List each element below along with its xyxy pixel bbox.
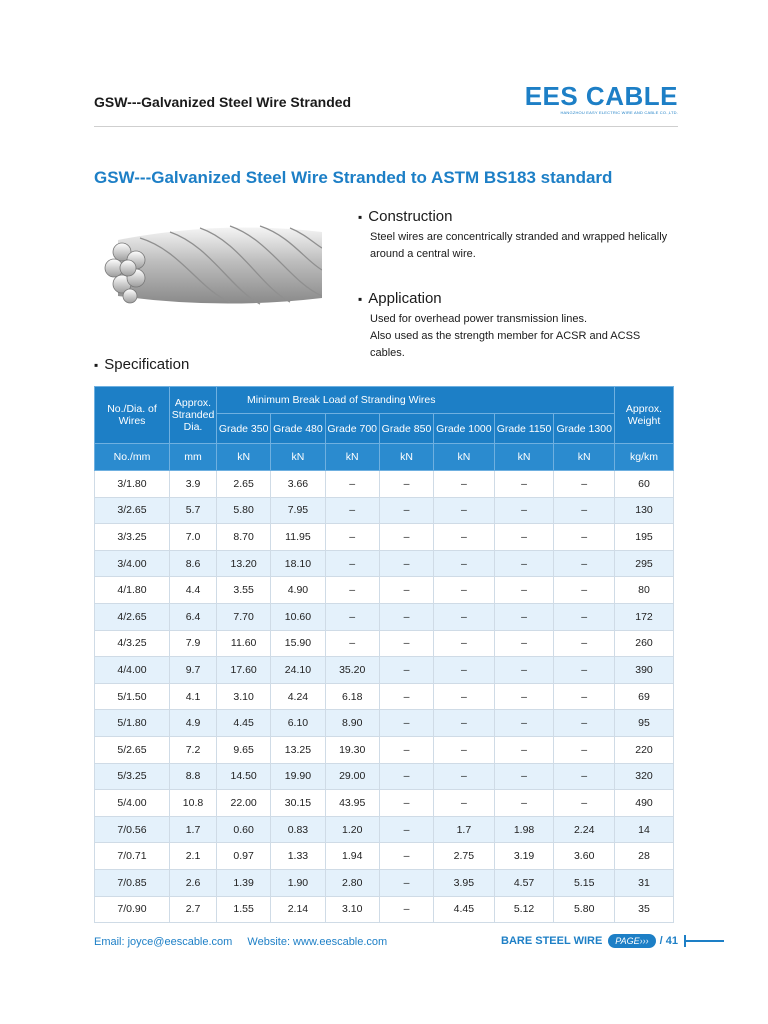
table-cell: 80 (615, 577, 674, 604)
table-cell: 0.83 (271, 816, 325, 843)
table-cell: 5.15 (554, 869, 615, 896)
table-cell: 15.90 (271, 630, 325, 657)
table-cell: 3.66 (271, 471, 325, 498)
table-cell: 11.60 (217, 630, 271, 657)
footer-line-decoration (684, 940, 724, 942)
table-row (95, 577, 674, 604)
table-cell: 3/1.80 (95, 471, 170, 498)
table-cell: 10.8 (170, 790, 217, 817)
table-cell: 4/2.65 (95, 603, 170, 630)
col-weight-header: Approx. Weight (615, 387, 674, 444)
table-cell: – (379, 816, 433, 843)
table-cell: – (494, 763, 554, 790)
table-cell: – (494, 790, 554, 817)
table-cell: – (554, 657, 615, 684)
table-row (95, 790, 674, 817)
unit-header: kN (271, 444, 325, 471)
table-cell: 3/4.00 (95, 550, 170, 577)
table-cell: – (379, 763, 433, 790)
footer-contact (94, 936, 387, 948)
table-cell: 2.80 (325, 869, 379, 896)
table-cell: – (379, 657, 433, 684)
table-cell: 3.55 (217, 577, 271, 604)
table-row (95, 524, 674, 551)
unit-header: kN (217, 444, 271, 471)
table-row (95, 816, 674, 843)
table-cell: 5.80 (554, 896, 615, 923)
table-cell: – (494, 497, 554, 524)
table-cell: 30.15 (271, 790, 325, 817)
table-cell: 3.10 (325, 896, 379, 923)
table-cell: 13.20 (217, 550, 271, 577)
table-cell: 28 (615, 843, 674, 870)
table-cell: 5.7 (170, 497, 217, 524)
table-cell: 2.6 (170, 869, 217, 896)
table-cell: 14 (615, 816, 674, 843)
table-cell: 6.18 (325, 683, 379, 710)
table-cell: – (554, 471, 615, 498)
table-cell: 4/4.00 (95, 657, 170, 684)
page-header (94, 81, 678, 127)
table-cell: – (554, 497, 615, 524)
table-cell: – (325, 603, 379, 630)
grade-header: Grade 1150 (494, 414, 554, 444)
footer-email: Email: joyce@eescable.com (94, 936, 233, 948)
page-footer (94, 934, 724, 954)
table-cell: 320 (615, 763, 674, 790)
table-cell: 4.45 (217, 710, 271, 737)
table-row (95, 550, 674, 577)
table-cell: – (434, 603, 495, 630)
table-cell: 2.14 (271, 896, 325, 923)
unit-header: mm (170, 444, 217, 471)
table-cell: 295 (615, 550, 674, 577)
table-row (95, 657, 674, 684)
table-cell: 9.65 (217, 736, 271, 763)
table-cell: 6.4 (170, 603, 217, 630)
table-cell: 490 (615, 790, 674, 817)
table-cell: – (494, 471, 554, 498)
application-heading: ▪ Application (358, 290, 678, 307)
table-cell: 8.70 (217, 524, 271, 551)
table-cell: 1.98 (494, 816, 554, 843)
table-cell: – (494, 630, 554, 657)
unit-header: kN (434, 444, 495, 471)
spec-table (94, 386, 674, 923)
table-cell: 7.70 (217, 603, 271, 630)
table-cell: 9.7 (170, 657, 217, 684)
table-cell: 4.57 (494, 869, 554, 896)
table-cell: 2.24 (554, 816, 615, 843)
table-row (95, 869, 674, 896)
page-badge: PAGE››› (608, 934, 655, 948)
table-cell: – (494, 524, 554, 551)
table-cell: – (325, 577, 379, 604)
table-cell: – (434, 763, 495, 790)
table-cell: 3.10 (217, 683, 271, 710)
table-cell: – (379, 736, 433, 763)
footer-page-marker (501, 934, 724, 948)
table-row (95, 843, 674, 870)
application-line-1: Used for overhead power transmission lines. (370, 313, 588, 325)
table-cell: 1.39 (217, 869, 271, 896)
table-cell: – (434, 683, 495, 710)
grade-header: Grade 700 (325, 414, 379, 444)
table-cell: – (554, 736, 615, 763)
unit-header: kN (554, 444, 615, 471)
table-cell: 8.8 (170, 763, 217, 790)
table-cell: – (379, 843, 433, 870)
table-cell: – (325, 524, 379, 551)
table-cell: 390 (615, 657, 674, 684)
table-cell: 3/2.65 (95, 497, 170, 524)
table-cell: – (379, 471, 433, 498)
col-break-header: Minimum Break Load of Stranding Wires (217, 387, 615, 414)
col-wires-header: No./Dia. of Wires (95, 387, 170, 444)
table-cell: 60 (615, 471, 674, 498)
table-cell: – (554, 763, 615, 790)
table-cell: 3.9 (170, 471, 217, 498)
table-cell: 14.50 (217, 763, 271, 790)
table-cell: 6.10 (271, 710, 325, 737)
table-cell: 13.25 (271, 736, 325, 763)
table-cell: – (434, 497, 495, 524)
table-cell: – (379, 630, 433, 657)
unit-header: kg/km (615, 444, 674, 471)
table-cell: 3/3.25 (95, 524, 170, 551)
header-title: GSW---Galvanized Steel Wire Stranded (94, 94, 352, 110)
table-cell: 10.60 (271, 603, 325, 630)
footer-section-label: BARE STEEL WIRE (501, 935, 603, 947)
table-cell: – (554, 683, 615, 710)
table-cell: 4.4 (170, 577, 217, 604)
table-cell: – (379, 524, 433, 551)
table-cell: 22.00 (217, 790, 271, 817)
table-cell: 7/0.85 (95, 869, 170, 896)
table-cell: – (379, 790, 433, 817)
specification-heading: ▪ Specification (94, 356, 189, 373)
grade-header: Grade 1300 (554, 414, 615, 444)
construction-heading: ▪ Construction (358, 208, 678, 225)
table-cell: 5/4.00 (95, 790, 170, 817)
stranded-cable-image (100, 210, 322, 320)
table-cell: – (379, 869, 433, 896)
table-cell: 4/1.80 (95, 577, 170, 604)
table-cell: – (379, 577, 433, 604)
table-cell: – (434, 524, 495, 551)
table-cell: 7.2 (170, 736, 217, 763)
table-cell: – (494, 710, 554, 737)
table-row (95, 736, 674, 763)
table-cell: – (494, 736, 554, 763)
grade-header: Grade 350 (217, 414, 271, 444)
table-cell: – (434, 577, 495, 604)
table-cell: – (379, 896, 433, 923)
table-cell: 35 (615, 896, 674, 923)
company-logo (525, 82, 678, 116)
table-cell: 2.75 (434, 843, 495, 870)
unit-header: kN (494, 444, 554, 471)
table-cell: – (494, 550, 554, 577)
table-cell: 172 (615, 603, 674, 630)
table-cell: 19.90 (271, 763, 325, 790)
table-cell: 4.45 (434, 896, 495, 923)
construction-text: Steel wires are concentrically stranded and wrapped helically around a central wire. (370, 231, 668, 260)
table-cell: 4.9 (170, 710, 217, 737)
table-cell: – (379, 710, 433, 737)
table-cell: 1.94 (325, 843, 379, 870)
table-cell: – (554, 524, 615, 551)
grade-header: Grade 480 (271, 414, 325, 444)
unit-header: kN (379, 444, 433, 471)
main-title: GSW---Galvanized Steel Wire Stranded to ASTM BS183 standard (94, 168, 613, 187)
application-section (358, 290, 678, 362)
table-cell: 220 (615, 736, 674, 763)
table-cell: – (379, 497, 433, 524)
table-cell: 7.9 (170, 630, 217, 657)
table-cell: – (554, 603, 615, 630)
table-cell: 3.19 (494, 843, 554, 870)
logo-subtext: HANGZHOU EASY ELECTRIC WIRE AND CABLE CO.,LTD. (560, 110, 678, 115)
table-cell: 31 (615, 869, 674, 896)
table-cell: – (554, 577, 615, 604)
table-cell: – (379, 550, 433, 577)
table-cell: 3.60 (554, 843, 615, 870)
table-cell: – (434, 630, 495, 657)
table-cell: 1.33 (271, 843, 325, 870)
table-cell: 2.65 (217, 471, 271, 498)
table-row (95, 603, 674, 630)
table-cell: – (554, 790, 615, 817)
table-cell: 1.7 (434, 816, 495, 843)
table-cell: – (379, 603, 433, 630)
table-cell: 260 (615, 630, 674, 657)
table-cell: – (554, 710, 615, 737)
footer-website: Website: www.eescable.com (247, 936, 388, 948)
table-cell: – (434, 790, 495, 817)
table-cell: 7/0.90 (95, 896, 170, 923)
table-cell: 17.60 (217, 657, 271, 684)
table-row (95, 710, 674, 737)
table-cell: – (325, 471, 379, 498)
application-line-2: Also used as the strength member for ACSR and ACSS cables. (370, 330, 641, 359)
table-cell: 5/1.50 (95, 683, 170, 710)
table-cell: 0.97 (217, 843, 271, 870)
table-row (95, 683, 674, 710)
table-cell: – (434, 550, 495, 577)
logo-text: EES CABLE (524, 81, 678, 111)
table-cell: 8.90 (325, 710, 379, 737)
table-cell: 35.20 (325, 657, 379, 684)
table-cell: – (434, 657, 495, 684)
table-cell: – (494, 657, 554, 684)
table-cell: – (554, 550, 615, 577)
table-cell: – (434, 710, 495, 737)
table-cell: 18.10 (271, 550, 325, 577)
table-cell: 5.80 (217, 497, 271, 524)
table-cell: 5/1.80 (95, 710, 170, 737)
table-cell: 2.7 (170, 896, 217, 923)
table-cell: 4/3.25 (95, 630, 170, 657)
page-number: / 41 (659, 935, 678, 947)
table-cell: 4.90 (271, 577, 325, 604)
table-row (95, 497, 674, 524)
grade-header: Grade 1000 (434, 414, 495, 444)
table-cell: – (494, 683, 554, 710)
table-cell: 2.1 (170, 843, 217, 870)
table-cell: 7/0.56 (95, 816, 170, 843)
table-cell: – (379, 683, 433, 710)
table-cell: – (434, 736, 495, 763)
table-cell: – (434, 471, 495, 498)
table-cell: 5/2.65 (95, 736, 170, 763)
table-cell: 4.24 (271, 683, 325, 710)
table-cell: 195 (615, 524, 674, 551)
table-cell: 1.90 (271, 869, 325, 896)
table-cell: 1.20 (325, 816, 379, 843)
table-cell: 1.55 (217, 896, 271, 923)
table-cell: 5.12 (494, 896, 554, 923)
table-row (95, 630, 674, 657)
table-cell: 29.00 (325, 763, 379, 790)
table-row (95, 896, 674, 923)
table-cell: – (494, 603, 554, 630)
table-cell: 4.1 (170, 683, 217, 710)
table-cell: 95 (615, 710, 674, 737)
table-cell: 11.95 (271, 524, 325, 551)
table-cell: 7/0.71 (95, 843, 170, 870)
table-row (95, 763, 674, 790)
table-cell: – (325, 550, 379, 577)
table-cell: – (494, 577, 554, 604)
table-cell: 7.0 (170, 524, 217, 551)
table-row (95, 471, 674, 498)
table-cell: 19.30 (325, 736, 379, 763)
table-cell: 130 (615, 497, 674, 524)
table-cell: 7.95 (271, 497, 325, 524)
table-cell: 5/3.25 (95, 763, 170, 790)
table-cell: – (325, 630, 379, 657)
table-cell: 8.6 (170, 550, 217, 577)
table-cell: 69 (615, 683, 674, 710)
grade-header: Grade 850 (379, 414, 433, 444)
table-cell: 43.95 (325, 790, 379, 817)
table-cell: – (325, 497, 379, 524)
construction-section (358, 208, 678, 263)
table-cell: 24.10 (271, 657, 325, 684)
table-cell: 1.7 (170, 816, 217, 843)
table-cell: 3.95 (434, 869, 495, 896)
table-cell: 0.60 (217, 816, 271, 843)
table-cell: – (554, 630, 615, 657)
unit-header: No./mm (95, 444, 170, 471)
unit-header: kN (325, 444, 379, 471)
col-dia-header: Approx. Stranded Dia. (170, 387, 217, 444)
